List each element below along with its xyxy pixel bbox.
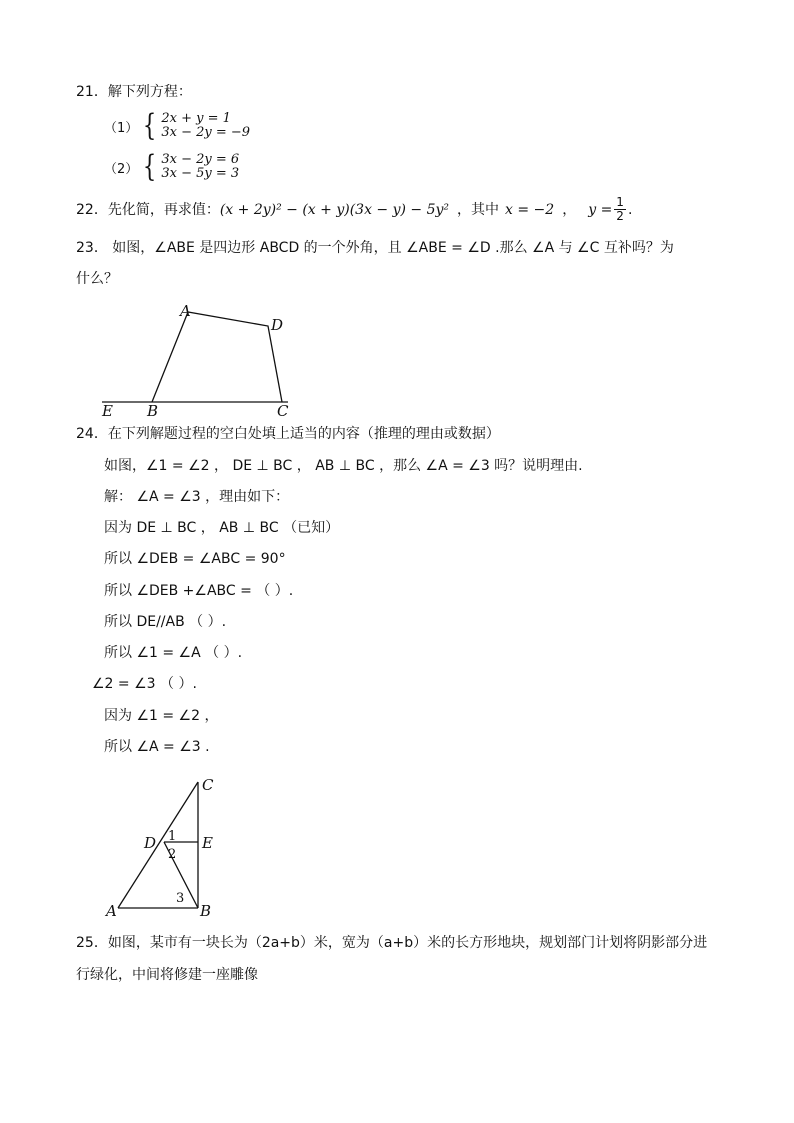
q25-line-1: 25．如图，某市有一块长为（2a+b）米，宽为（a+b）米的长方形地块，规划部门计划将阴影部分进 — [76, 935, 708, 951]
q24-line-blank-3: 所以 ∠1 = ∠A （ ）. — [104, 645, 243, 661]
q22-fraction — [614, 196, 626, 223]
q22-x-value: x = −2 — [505, 201, 555, 218]
q24-line-because: 因为 ∠1 = ∠2 ， — [104, 708, 219, 724]
label-e: E — [202, 834, 213, 852]
q22-line — [76, 196, 632, 223]
q24-line-blank-4: ∠2 = ∠3 （ ）. — [92, 676, 197, 692]
q24-line-question: 如图，∠1 = ∠2 ， DE ⊥ BC ， AB ⊥ BC ，那么 ∠A = ∠3 吗？说明理由. — [104, 458, 583, 474]
q21-part1-eq2: 3x − 2y = −9 — [161, 125, 251, 140]
q24-line-conclusion: 所以 ∠A = ∠3 . — [104, 739, 210, 755]
label-d: D — [271, 316, 284, 334]
q23-line-2: 什么？ — [76, 271, 118, 287]
label-b: B — [200, 902, 212, 920]
q22-expression: (x + 2y)² − (x + y)(3x − y) − 5y² — [219, 201, 450, 218]
q23-quadrilateral-figure — [96, 296, 306, 421]
q21-system-1 — [104, 108, 251, 143]
q25-line-2: 行绿化，中间将修建一座雕像 — [76, 967, 258, 983]
label-c: C — [202, 776, 214, 794]
angle-label-3: 3 — [176, 891, 185, 906]
q24-line-blank-1: 所以 ∠DEB +∠ABC = （ ）. — [104, 583, 294, 599]
q24-line-blank-2: 所以 DE//AB （ ）. — [104, 614, 227, 630]
label-b: B — [147, 402, 159, 420]
q22-separator: ， — [562, 201, 577, 218]
line-ac — [118, 782, 198, 908]
angle-label-1: 1 — [168, 829, 177, 844]
quadrilateral-abcd — [152, 312, 282, 402]
brace-icon: { — [143, 108, 157, 143]
q22-y-var: y = — [588, 201, 613, 218]
label-c: C — [277, 402, 289, 420]
brace-icon: { — [143, 149, 157, 184]
q21-part2-label: （2） — [104, 161, 139, 177]
q24-line-given: 因为 DE ⊥ BC ， AB ⊥ BC （已知） — [104, 520, 340, 536]
q21-part2-eq1: 3x − 2y = 6 — [161, 152, 240, 167]
label-a: A — [106, 902, 117, 920]
q24-title: 24．在下列解题过程的空白处填上适当的内容（推理的理由或数据） — [76, 426, 500, 442]
label-d: D — [144, 834, 157, 852]
label-a: A — [180, 302, 191, 320]
q22-end: . — [627, 201, 633, 218]
angle-label-2: 2 — [168, 847, 177, 862]
q21-part1-eq1: 2x + y = 1 — [161, 111, 231, 126]
q22-fraction-denominator: 2 — [616, 209, 624, 223]
q21-part1-label: （1） — [104, 120, 139, 136]
q21-title: 21．解下列方程： — [76, 84, 192, 100]
q24-line-right-angles: 所以 ∠DEB = ∠ABC = 90° — [104, 551, 286, 567]
q24-line-solution: 解： ∠A = ∠3 ，理由如下： — [104, 489, 290, 505]
q22-mid: ，其中 — [457, 201, 500, 218]
q23-line-1: 23． 如图，∠ABE 是四边形 ABCD 的一个外角，且 ∠ABE = ∠D .那么 ∠A 与 ∠C 互补吗？为 — [76, 240, 674, 256]
q21-system-2 — [104, 149, 240, 184]
q21-part2-eq2: 3x − 5y = 3 — [161, 166, 240, 181]
q22-prefix: 22．先化简，再求值： — [76, 201, 220, 218]
label-e: E — [102, 402, 113, 420]
q22-fraction-numerator: 1 — [616, 195, 624, 209]
q24-triangle-figure — [100, 770, 230, 922]
